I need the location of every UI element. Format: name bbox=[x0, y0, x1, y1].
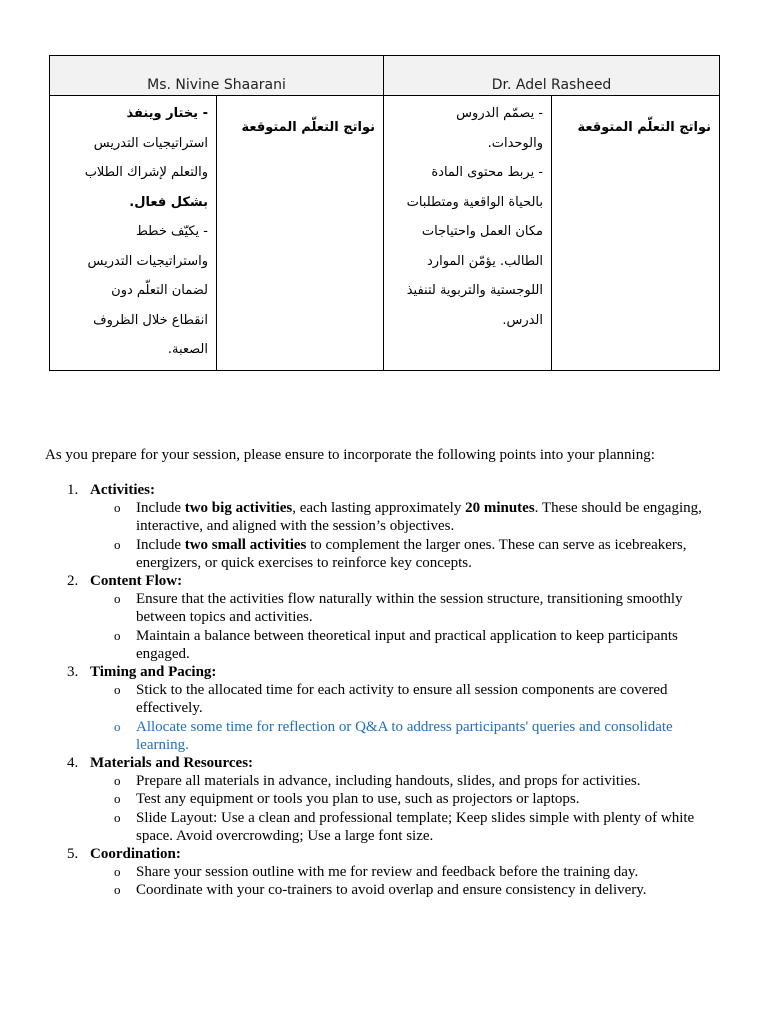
bullet-item bbox=[90, 627, 725, 663]
section-item bbox=[45, 572, 725, 663]
arabic-text-line: استراتيجيات التدريس bbox=[93, 135, 208, 151]
text-run: to complement the larger ones. These can serve as icebreakers, energizers, or quick exercises to reinforce key concepts. bbox=[136, 536, 687, 571]
bullet-circle-icon: o bbox=[114, 864, 121, 880]
arabic-text-line: والوحدات. bbox=[487, 135, 544, 151]
section-number: 2. bbox=[67, 573, 79, 590]
arabic-text-line: لضمان التعلّم دون bbox=[111, 283, 208, 298]
intro-paragraph: As you prepare for your session, please ensure to incorporate the following points into your planning: bbox=[45, 447, 655, 463]
section-title: Materials and Resources: bbox=[90, 755, 254, 772]
trainer-header-left: Ms. Nivine Shaarani bbox=[50, 56, 384, 96]
text-run: Allocate some time for reflection or Q&A to address participants' queries and consolidate learning. bbox=[136, 718, 673, 753]
section-number: 1. bbox=[67, 482, 79, 498]
bullet-item bbox=[90, 536, 725, 572]
section-item bbox=[45, 663, 725, 754]
section-title: Timing and Pacing: bbox=[90, 664, 217, 681]
section-number: 3. bbox=[67, 664, 79, 681]
bullet-item bbox=[90, 863, 725, 881]
section-title: Activities: bbox=[90, 482, 155, 498]
bullet-circle-icon: o bbox=[114, 773, 121, 789]
bullet-item bbox=[90, 790, 725, 808]
bullet-circle-icon: o bbox=[114, 809, 121, 825]
left-outcomes-text bbox=[50, 96, 217, 371]
right-outcomes-label: نواتج التعلّم المتوقعة bbox=[552, 96, 720, 371]
section-sublist bbox=[45, 772, 725, 845]
section-sublist bbox=[45, 863, 725, 899]
section-title: Coordination: bbox=[90, 846, 181, 863]
arabic-text-line: انقطاع خلال الظروف bbox=[93, 312, 208, 328]
text-run: Ensure that the activities flow naturally within the session structure, transitioning smoothly between topics and activities. bbox=[136, 591, 683, 626]
arabic-text-line: الطالب. يؤمّن الموارد bbox=[427, 253, 544, 269]
text-run: Test any equipment or tools you plan to use, such as projectors or laptops. bbox=[136, 791, 580, 808]
bullet-item bbox=[90, 590, 725, 626]
bold-text: two small activities bbox=[184, 536, 307, 553]
text-run: Maintain a balance between theoretical input and practical application to keep participants engaged. bbox=[136, 627, 678, 662]
bullet-item bbox=[90, 681, 725, 717]
bullet-item bbox=[90, 809, 725, 845]
arabic-text-line: واستراتيجيات التدريس bbox=[87, 253, 208, 269]
section-item bbox=[45, 481, 725, 572]
arabic-text-line: - يصمّم الدروس bbox=[456, 106, 544, 121]
text-run: Slide Layout: Use a clean and professional template; Keep slides simple with plenty of white space. Avoid overcrowding; Use a large font size. bbox=[136, 809, 695, 844]
text-run: Prepare all materials in advance, including handouts, slides, and props for activities. bbox=[136, 773, 641, 790]
right-outcomes-text bbox=[384, 96, 552, 371]
text-run: Include bbox=[136, 500, 185, 517]
bullet-circle-icon: o bbox=[114, 882, 121, 898]
section-item bbox=[45, 845, 725, 900]
bullet-circle-icon: o bbox=[114, 682, 121, 698]
arabic-text-line: بالحياة الواقعية ومتطلبات bbox=[406, 194, 544, 210]
trainer-header-right: Dr. Adel Rasheed bbox=[384, 56, 720, 96]
bullet-circle-icon: o bbox=[114, 627, 121, 643]
planning-points-list bbox=[45, 481, 725, 900]
bullet-item bbox=[90, 499, 725, 535]
arabic-text-line: اللوجستية والتربوية لتنفيذ bbox=[406, 283, 544, 298]
trainer-outcomes-table bbox=[49, 55, 720, 371]
arabic-text-line: الدرس. bbox=[502, 312, 544, 328]
section-sublist bbox=[45, 590, 725, 663]
bullet-circle-icon: o bbox=[114, 591, 121, 607]
arabic-text-line: بشكل فعال. bbox=[129, 194, 208, 210]
section-sublist bbox=[45, 681, 725, 754]
text-run: Stick to the allocated time for each activity to ensure all session components are covered effectively. bbox=[136, 682, 668, 717]
bold-text: 20 minutes bbox=[465, 500, 535, 517]
arabic-text-line: - يربط محتوى المادة bbox=[431, 165, 544, 180]
bullet-circle-icon: o bbox=[114, 536, 121, 552]
arabic-text-line: - يختار وينفذ bbox=[126, 106, 208, 121]
bullet-item bbox=[90, 881, 725, 899]
text-run: Coordinate with your co-trainers to avoid overlap and ensure consistency in delivery. bbox=[136, 882, 647, 899]
section-number: 5. bbox=[67, 846, 79, 863]
bullet-item bbox=[90, 718, 725, 754]
section-number: 4. bbox=[67, 755, 79, 772]
section-item bbox=[45, 754, 725, 845]
arabic-text-line: الصعبة. bbox=[167, 342, 208, 357]
arabic-text-line: والتعلم لإشراك الطلاب bbox=[84, 165, 208, 180]
bullet-circle-icon: o bbox=[114, 500, 121, 516]
text-run: . These should be engaging, interactive, and aligned with the session’s objectives. bbox=[136, 500, 702, 535]
arabic-text-line: مكان العمل واحتياجات bbox=[421, 224, 544, 239]
section-title: Content Flow: bbox=[90, 573, 183, 590]
left-outcomes-label: نواتج التعلّم المتوقعة bbox=[217, 96, 384, 371]
arabic-text-line: - يكيّف خطط bbox=[135, 224, 208, 239]
bold-text: two big activities bbox=[184, 500, 293, 517]
text-run: Share your session outline with me for review and feedback before the training day. bbox=[136, 864, 639, 881]
bullet-circle-icon: o bbox=[114, 718, 121, 734]
bullet-circle-icon: o bbox=[114, 791, 121, 807]
section-sublist bbox=[45, 499, 725, 572]
text-run: , each lasting approximately bbox=[292, 500, 466, 517]
bullet-item bbox=[90, 772, 725, 790]
text-run: Include bbox=[136, 536, 185, 553]
